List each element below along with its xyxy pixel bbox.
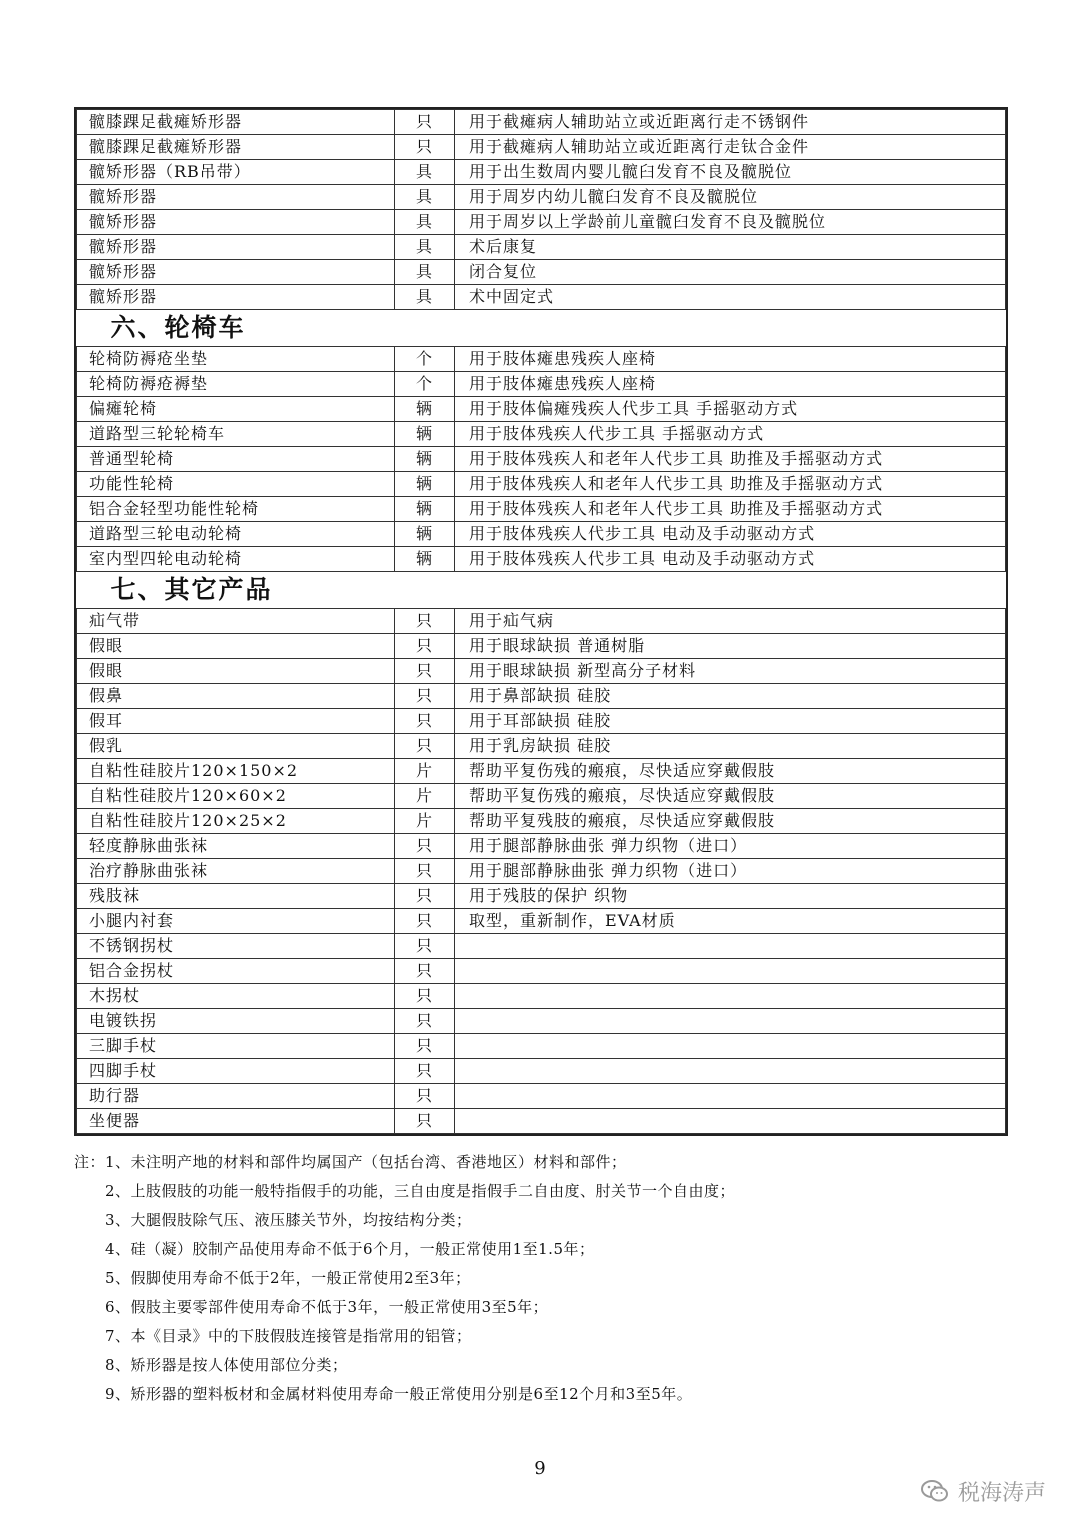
- description-cell: 用于肢体偏瘫残疾人代步工具 手摇驱动方式: [455, 397, 1006, 422]
- table-row: [77, 1009, 1006, 1034]
- item-name-cell: 髋矫形器: [77, 210, 395, 235]
- description-cell: 用于眼球缺损 普通树脂: [455, 634, 1006, 659]
- description-cell: 用于截瘫病人辅助站立或近距离行走钛合金件: [455, 135, 1006, 160]
- unit-cell: 只: [395, 1034, 455, 1059]
- item-name-cell: 轻度静脉曲张袜: [77, 834, 395, 859]
- description-cell: 术中固定式: [455, 285, 1006, 310]
- note-item: 注：1、未注明产地的材料和部件均属国产（包括台湾、香港地区）材料和部件；: [74, 1153, 627, 1171]
- table-row: [77, 135, 1006, 160]
- description-cell: 用于截瘫病人辅助站立或近距离行走不锈钢件: [455, 110, 1006, 135]
- description-cell: [455, 1034, 1006, 1059]
- table-row: [77, 235, 1006, 260]
- description-cell: 用于疝气病: [455, 609, 1006, 634]
- unit-cell: 辆: [395, 397, 455, 422]
- item-name-cell: 功能性轮椅: [77, 472, 395, 497]
- item-name-cell: 髋膝踝足截瘫矫形器: [77, 135, 395, 160]
- unit-cell: 只: [395, 609, 455, 634]
- description-cell: 用于腿部静脉曲张 弹力织物（进口）: [455, 859, 1006, 884]
- table-row: [77, 160, 1006, 185]
- description-cell: 用于肢体残疾人代步工具 手摇驱动方式: [455, 422, 1006, 447]
- item-name-cell: 髋矫形器: [77, 260, 395, 285]
- unit-cell: 辆: [395, 447, 455, 472]
- table-row: [77, 734, 1006, 759]
- table-row: [77, 759, 1006, 784]
- item-name-cell: 轮椅防褥疮坐垫: [77, 347, 395, 372]
- note-item: 6、假肢主要零部件使用寿命不低于3年，一般正常使用3至5年；: [105, 1298, 549, 1316]
- table-row: [77, 110, 1006, 135]
- unit-cell: 具: [395, 160, 455, 185]
- item-name-cell: 道路型三轮电动轮椅: [77, 522, 395, 547]
- unit-cell: 具: [395, 260, 455, 285]
- description-cell: [455, 1059, 1006, 1084]
- watermark: [920, 1476, 1046, 1506]
- item-name-cell: 假乳: [77, 734, 395, 759]
- unit-cell: 只: [395, 734, 455, 759]
- item-name-cell: 自粘性硅胶片120×150×2: [77, 759, 395, 784]
- unit-cell: 只: [395, 1084, 455, 1109]
- unit-cell: 只: [395, 1109, 455, 1134]
- item-name-cell: 自粘性硅胶片120×25×2: [77, 809, 395, 834]
- unit-cell: 辆: [395, 472, 455, 497]
- item-name-cell: 假耳: [77, 709, 395, 734]
- table-row: [77, 547, 1006, 572]
- item-name-cell: 助行器: [77, 1084, 395, 1109]
- description-cell: 帮助平复伤残的瘢痕，尽快适应穿戴假肢: [455, 759, 1006, 784]
- unit-cell: 具: [395, 210, 455, 235]
- table-row: [77, 834, 1006, 859]
- table-row: [77, 472, 1006, 497]
- note-item: 5、假脚使用寿命不低于2年，一般正常使用2至3年；: [105, 1269, 471, 1287]
- unit-cell: 只: [395, 884, 455, 909]
- watermark-text: 税海涛声: [957, 1480, 1046, 1506]
- table-row: [77, 397, 1006, 422]
- description-cell: 用于耳部缺损 硅胶: [455, 709, 1006, 734]
- table-row: [77, 210, 1006, 235]
- table-row: [77, 1034, 1006, 1059]
- unit-cell: 个: [395, 347, 455, 372]
- note-item: 4、硅（凝）胶制产品使用寿命不低于6个月，一般正常使用1至1.5年；: [105, 1240, 595, 1258]
- item-name-cell: 髋膝踝足截瘫矫形器: [77, 110, 395, 135]
- item-name-cell: 残肢袜: [77, 884, 395, 909]
- item-name-cell: 室内型四轮电动轮椅: [77, 547, 395, 572]
- description-cell: 用于肢体残疾人和老年人代步工具 助推及手摇驱动方式: [455, 497, 1006, 522]
- unit-cell: 具: [395, 285, 455, 310]
- table-row: [77, 522, 1006, 547]
- description-cell: 用于肢体瘫患残疾人座椅: [455, 347, 1006, 372]
- item-name-cell: 轮椅防褥疮褥垫: [77, 372, 395, 397]
- unit-cell: 片: [395, 784, 455, 809]
- table-row: [77, 684, 1006, 709]
- unit-cell: 辆: [395, 497, 455, 522]
- item-name-cell: 假眼: [77, 659, 395, 684]
- unit-cell: 只: [395, 709, 455, 734]
- table-row: [77, 634, 1006, 659]
- item-name-cell: 假眼: [77, 634, 395, 659]
- unit-cell: 个: [395, 372, 455, 397]
- table-row: [77, 260, 1006, 285]
- item-name-cell: 疝气带: [77, 609, 395, 634]
- unit-cell: 只: [395, 1059, 455, 1084]
- table-row: [77, 809, 1006, 834]
- item-name-cell: 髋矫形器: [77, 285, 395, 310]
- table-row: [77, 609, 1006, 634]
- description-cell: [455, 1084, 1006, 1109]
- item-name-cell: 电镀铁拐: [77, 1009, 395, 1034]
- item-name-cell: 四脚手杖: [77, 1059, 395, 1084]
- table-row: [77, 784, 1006, 809]
- table-row: [77, 934, 1006, 959]
- table-row: [77, 185, 1006, 210]
- table-row: [77, 347, 1006, 372]
- unit-cell: 片: [395, 759, 455, 784]
- description-cell: 用于残肢的保护 织物: [455, 884, 1006, 909]
- unit-cell: 只: [395, 959, 455, 984]
- unit-cell: 只: [395, 934, 455, 959]
- catalog-table-frame: [74, 107, 1008, 1136]
- wechat-icon: [920, 1476, 950, 1506]
- description-cell: [455, 959, 1006, 984]
- note-item: 2、上肢假肢的功能一般特指假手的功能，三自由度是指假手二自由度、肘关节一个自由度；: [105, 1182, 736, 1200]
- item-name-cell: 偏瘫轮椅: [77, 397, 395, 422]
- notes: [74, 1148, 1014, 1409]
- unit-cell: 只: [395, 834, 455, 859]
- description-cell: 闭合复位: [455, 260, 1006, 285]
- unit-cell: 只: [395, 909, 455, 934]
- unit-cell: 辆: [395, 547, 455, 572]
- item-name-cell: 髋矫形器: [77, 235, 395, 260]
- section-header-row: [77, 310, 1006, 347]
- description-cell: 用于出生数周内婴儿髋臼发育不良及髋脱位: [455, 160, 1006, 185]
- note-item: 8、矫形器是按人体使用部位分类；: [105, 1356, 348, 1374]
- item-name-cell: 治疗静脉曲张袜: [77, 859, 395, 884]
- description-cell: 用于周岁内幼儿髋臼发育不良及髋脱位: [455, 185, 1006, 210]
- table-row: [77, 447, 1006, 472]
- table-row: [77, 859, 1006, 884]
- item-name-cell: 坐便器: [77, 1109, 395, 1134]
- description-cell: [455, 984, 1006, 1009]
- description-cell: 帮助平复残肢的瘢痕，尽快适应穿戴假肢: [455, 809, 1006, 834]
- note-item: 7、本《目录》中的下肢假肢连接管是指常用的铝管；: [105, 1327, 472, 1345]
- description-cell: 用于肢体残疾人和老年人代步工具 助推及手摇驱动方式: [455, 472, 1006, 497]
- description-cell: 术后康复: [455, 235, 1006, 260]
- item-name-cell: 小腿内衬套: [77, 909, 395, 934]
- item-name-cell: 木拐杖: [77, 984, 395, 1009]
- table-row: [77, 422, 1006, 447]
- section-title: 七、其它产品: [77, 572, 1006, 609]
- description-cell: 用于鼻部缺损 硅胶: [455, 684, 1006, 709]
- description-cell: 用于腿部静脉曲张 弹力织物（进口）: [455, 834, 1006, 859]
- table-row: [77, 659, 1006, 684]
- catalog-table: [76, 109, 1006, 1134]
- unit-cell: 只: [395, 110, 455, 135]
- table-row: [77, 709, 1006, 734]
- unit-cell: 具: [395, 235, 455, 260]
- item-name-cell: 三脚手杖: [77, 1034, 395, 1059]
- description-cell: 用于眼球缺损 新型高分子材料: [455, 659, 1006, 684]
- item-name-cell: 假鼻: [77, 684, 395, 709]
- description-cell: 帮助平复伤残的瘢痕，尽快适应穿戴假肢: [455, 784, 1006, 809]
- description-cell: 取型，重新制作，EVA材质: [455, 909, 1006, 934]
- item-name-cell: 自粘性硅胶片120×60×2: [77, 784, 395, 809]
- unit-cell: 辆: [395, 422, 455, 447]
- unit-cell: 只: [395, 659, 455, 684]
- unit-cell: 只: [395, 634, 455, 659]
- description-cell: 用于肢体残疾人代步工具 电动及手动驱动方式: [455, 547, 1006, 572]
- description-cell: [455, 934, 1006, 959]
- unit-cell: 只: [395, 135, 455, 160]
- table-row: [77, 909, 1006, 934]
- table-row: [77, 959, 1006, 984]
- unit-cell: 具: [395, 185, 455, 210]
- table-row: [77, 1084, 1006, 1109]
- table-row: [77, 497, 1006, 522]
- item-name-cell: 普通型轮椅: [77, 447, 395, 472]
- item-name-cell: 不锈钢拐杖: [77, 934, 395, 959]
- description-cell: 用于周岁以上学龄前儿童髋臼发育不良及髋脱位: [455, 210, 1006, 235]
- unit-cell: 辆: [395, 522, 455, 547]
- note-item: 3、大腿假肢除气压、液压膝关节外，均按结构分类；: [105, 1211, 472, 1229]
- description-cell: 用于乳房缺损 硅胶: [455, 734, 1006, 759]
- unit-cell: 只: [395, 859, 455, 884]
- item-name-cell: 铝合金轻型功能性轮椅: [77, 497, 395, 522]
- table-row: [77, 884, 1006, 909]
- table-row: [77, 372, 1006, 397]
- unit-cell: 只: [395, 684, 455, 709]
- unit-cell: 片: [395, 809, 455, 834]
- note-item: 9、矫形器的塑料板材和金属材料使用寿命一般正常使用分别是6至12个月和3至5年。: [105, 1385, 693, 1403]
- item-name-cell: 道路型三轮轮椅车: [77, 422, 395, 447]
- unit-cell: 只: [395, 984, 455, 1009]
- table-row: [77, 1109, 1006, 1134]
- table-row: [77, 984, 1006, 1009]
- item-name-cell: 髋矫形器（RB吊带）: [77, 160, 395, 185]
- description-cell: [455, 1009, 1006, 1034]
- item-name-cell: 髋矫形器: [77, 185, 395, 210]
- section-header-row: [77, 572, 1006, 609]
- description-cell: 用于肢体瘫患残疾人座椅: [455, 372, 1006, 397]
- section-title: 六、轮椅车: [77, 310, 1006, 347]
- table-row: [77, 1059, 1006, 1084]
- unit-cell: 只: [395, 1009, 455, 1034]
- page-number: 9: [534, 1458, 546, 1479]
- description-cell: 用于肢体残疾人代步工具 电动及手动驱动方式: [455, 522, 1006, 547]
- description-cell: 用于肢体残疾人和老年人代步工具 助推及手摇驱动方式: [455, 447, 1006, 472]
- item-name-cell: 铝合金拐杖: [77, 959, 395, 984]
- description-cell: [455, 1109, 1006, 1134]
- table-row: [77, 285, 1006, 310]
